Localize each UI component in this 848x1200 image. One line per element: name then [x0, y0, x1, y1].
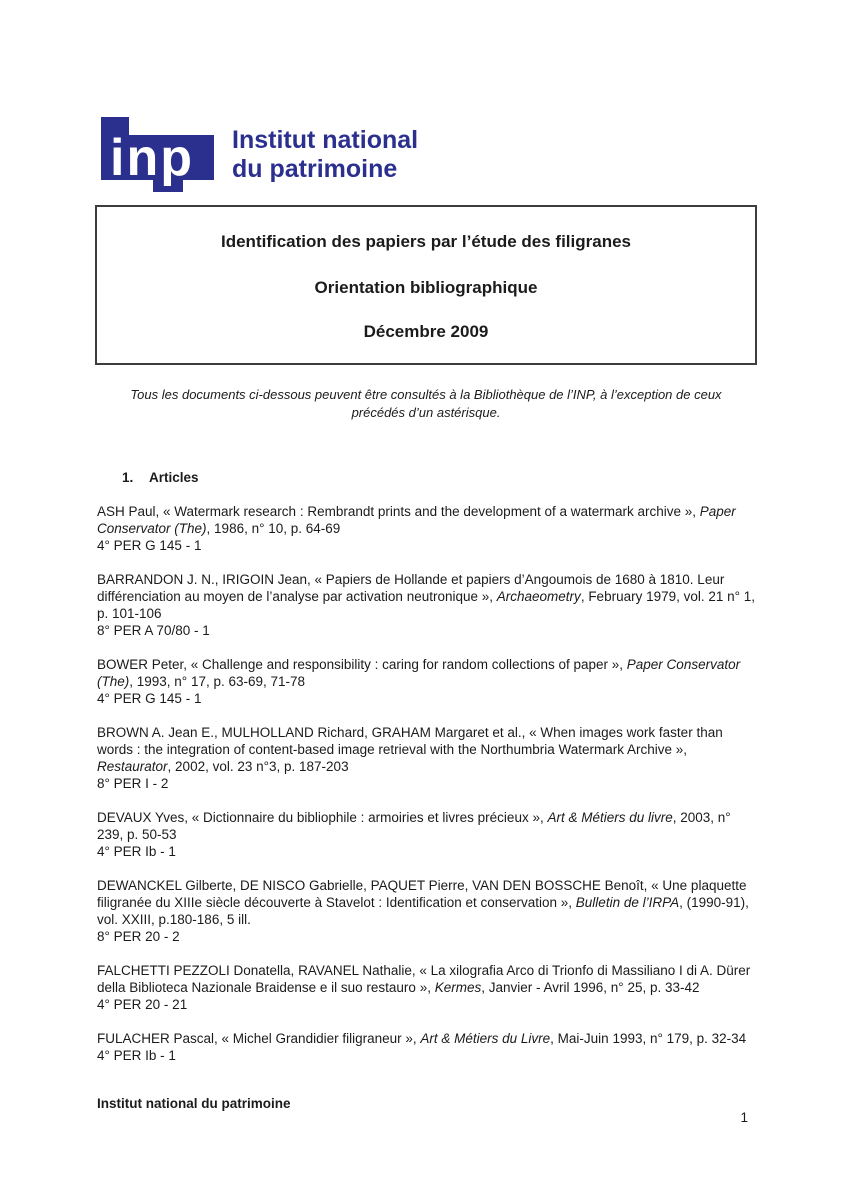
citation-journal-title: Paper Conservator (The) [97, 657, 741, 689]
citation-journal-title: Art & Métiers du livre [547, 810, 673, 825]
document-date: Décembre 2009 [363, 322, 489, 341]
citation-text: FULACHER Pascal, « Michel Grandidier filigraneur », [97, 1031, 421, 1046]
reference-entry [97, 724, 759, 792]
inp-logo [101, 117, 214, 193]
reference-entry [97, 877, 759, 945]
document-subtitle: Orientation bibliographique [314, 278, 538, 297]
document-title: Identification des papiers par l’étude des filigranes [221, 232, 631, 251]
citation-journal-title: Art & Métiers du Livre [420, 1031, 551, 1046]
citation-text: BROWN A. Jean E., MULHOLLAND Richard, GRAHAM Margaret et al., « When images work faster than words : the integration of content-based image retrieval with the Northumbria Watermark Archive », [97, 725, 723, 757]
citation-text: DEVAUX Yves, « Dictionnaire du bibliophile : armoiries et livres précieux », [97, 810, 548, 825]
reference-citation [97, 1030, 759, 1047]
citation-text: , Janvier - Avril 1996, n° 25, p. 33-42 [481, 980, 700, 995]
section-label: Articles [149, 470, 199, 485]
reference-citation [97, 503, 759, 537]
shelfmark: 4° PER 20 - 21 [97, 997, 188, 1012]
reference-entry [97, 809, 759, 860]
citation-text: , 2003, n° 239, p. 50-53 [97, 810, 731, 842]
citation-journal-title: Paper Conservator (The) [97, 504, 736, 536]
citation-text: FALCHETTI PEZZOLI Donatella, RAVANEL Nathalie, « La xilografia Arco di Trionfo di Massiliano I di A. Dürer della Biblioteca Nazionale Braidense e il suo restauro », [97, 963, 751, 995]
shelfmark: 8° PER I - 2 [97, 776, 169, 791]
shelfmark: 4° PER G 145 - 1 [97, 538, 202, 553]
citation-journal-title: Restaurator [97, 759, 168, 774]
shelfmark: 8° PER 20 - 2 [97, 929, 180, 944]
reference-citation [97, 877, 759, 928]
reference-list [97, 503, 759, 1081]
title-box [95, 205, 757, 365]
shelfmark: 8° PER A 70/80 - 1 [97, 623, 210, 638]
citation-journal-title: Bulletin de l’IRPA [575, 895, 680, 910]
shelfmark: 4° PER G 145 - 1 [97, 691, 202, 706]
reference-citation [97, 724, 759, 775]
section-heading-articles [122, 469, 199, 486]
logo-wordmark [232, 126, 418, 184]
reference-entry [97, 962, 759, 1013]
footer-institution: Institut national du patrimoine [97, 1096, 291, 1111]
reference-citation [97, 962, 759, 996]
citation-text: DEWANCKEL Gilberte, DE NISCO Gabrielle, PAQUET Pierre, VAN DEN BOSSCHE Benoît, « Une plaquette filigranée du XIIIe siècle découverte à Stavelot : Identification et conservation », [97, 878, 747, 910]
citation-text: , February 1979, vol. 21 n° 1, p. 101-106 [97, 589, 756, 621]
citation-journal-title: Kermes [434, 980, 482, 995]
page-number: 1 [740, 1110, 748, 1125]
reference-entry [97, 571, 759, 639]
citation-text: , (1990-91), vol. XXIII, p.180-186, 5 ill. [97, 895, 749, 927]
citation-text: , 1986, n° 10, p. 64-69 [206, 521, 341, 536]
citation-journal-title: Archaeometry [496, 589, 581, 604]
citation-text: BOWER Peter, « Challenge and responsibility : caring for random collections of paper », [97, 657, 627, 672]
availability-note: Tous les documents ci-dessous peuvent être consultés à la Bibliothèque de l’INP, à l’exception de ceux précédés d’un astérisque. [130, 387, 722, 420]
section-number: 1. [122, 470, 134, 485]
logo-wordmark-line2: du patrimoine [232, 155, 398, 183]
citation-text: BARRANDON J. N., IRIGOIN Jean, « Papiers de Hollande et papiers d’Angoumois de 1680 à 1810. Leur différenciation au moyen de l’analyse par activation neutronique », [97, 572, 725, 604]
logo-acronym: inp [110, 129, 194, 187]
citation-text: , 2002, vol. 23 n°3, p. 187-203 [167, 759, 349, 774]
reference-citation [97, 656, 759, 690]
shelfmark: 4° PER Ib - 1 [97, 844, 176, 859]
reference-citation [97, 571, 759, 622]
citation-text: ASH Paul, « Watermark research : Rembrandt prints and the development of a watermark archive », [97, 504, 700, 519]
reference-entry [97, 1030, 759, 1064]
reference-entry [97, 503, 759, 554]
reference-citation [97, 809, 759, 843]
reference-entry [97, 656, 759, 707]
citation-text: , Mai-Juin 1993, n° 179, p. 32-34 [550, 1031, 747, 1046]
citation-text: , 1993, n° 17, p. 63-69, 71-78 [129, 674, 306, 689]
logo-wordmark-line1: Institut national [232, 126, 419, 154]
shelfmark: 4° PER Ib - 1 [97, 1048, 176, 1063]
